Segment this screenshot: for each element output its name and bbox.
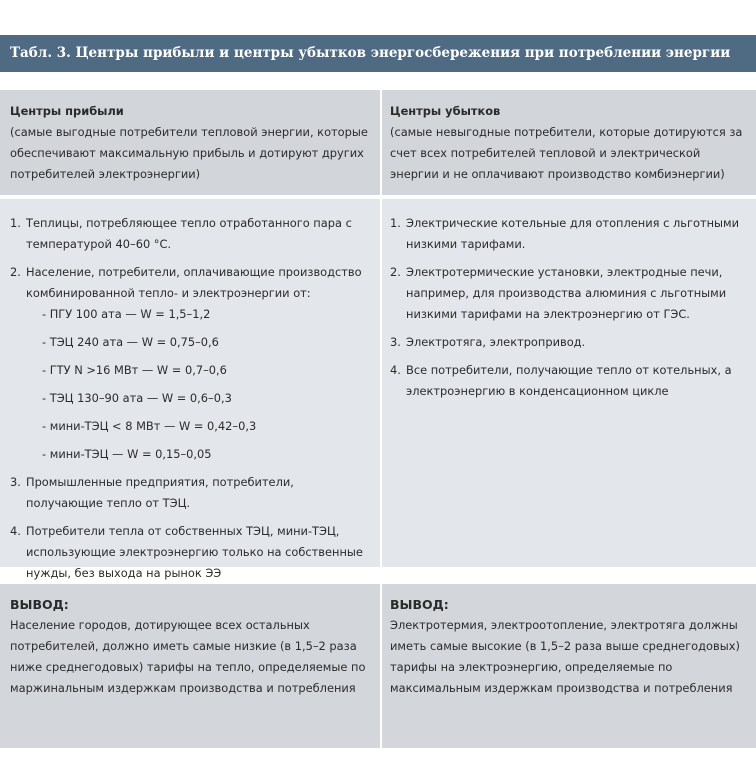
list-item — [390, 360, 748, 402]
item-number: 2. — [390, 265, 401, 279]
item-text: Электротермические установки, электродные печи, например, для производства алюминия с льготными низкими тарифами на электроэнергию от ГЭС. — [406, 265, 727, 321]
sub-item: - ТЭЦ 130–90 ата — W = 0,6–0,3 — [42, 391, 232, 405]
list-item — [390, 262, 748, 325]
loss-header-cell — [382, 90, 756, 195]
loss-conclusion-cell — [382, 584, 756, 748]
item-text: Электротяга, электропривод. — [406, 335, 586, 349]
profit-list — [10, 213, 372, 584]
loss-list — [390, 213, 748, 402]
loss-list-cell — [382, 199, 756, 567]
item-number: 3. — [10, 475, 21, 489]
list-item — [10, 521, 372, 584]
item-number: 4. — [390, 363, 401, 377]
item-text: Электрические котельные для отопления с льготными низкими тарифами. — [406, 216, 740, 251]
loss-conclusion-title: ВЫВОД: — [390, 597, 449, 612]
item-number: 1. — [390, 216, 401, 230]
profit-conclusion-title: ВЫВОД: — [10, 597, 69, 612]
loss-conclusion-text: Электротермия, электроотопление, электротяга должны иметь самые высокие (в 1,5–2 раза выше среднегодовых) тарифы на электроэнергию, определяемые по максимальным издержкам производства и потребления — [390, 618, 740, 695]
sub-list — [26, 304, 372, 465]
item-text: Промышленные предприятия, потребители, получающие тепло от ТЭЦ. — [26, 475, 294, 510]
item-number: 2. — [10, 265, 21, 279]
profit-heading: Центры прибыли — [10, 104, 124, 118]
sub-item: - ТЭЦ 240 ата — W = 0,75–0,6 — [42, 335, 219, 349]
profit-conclusion-text: Население городов, дотирующее всех остальных потребителей, должно иметь самые низкие (в 1,5–2 раза ниже среднегодовых) тарифы на тепло, определяемые по маржинальным издержкам производства и потребления — [10, 618, 366, 695]
sub-item: - мини-ТЭЦ < 8 МВт — W = 0,42–0,3 — [42, 419, 257, 433]
profit-conclusion-cell — [0, 584, 380, 748]
table-title: Табл. 3. Центры прибыли и центры убытков энергосбережения при потреблении энергии — [0, 35, 756, 72]
item-text: Все потребители, получающие тепло от котельных, а электроэнергию в конденсационном цикле — [406, 363, 732, 398]
item-text: Теплицы, потребляющее тепло отработанного пара с температурой 40–60 °С. — [26, 216, 352, 251]
profit-list-cell — [0, 199, 380, 580]
item-number: 1. — [10, 216, 21, 230]
sub-item: - ГТУ N >16 МВт — W = 0,7–0,6 — [42, 363, 227, 377]
profit-header-cell — [0, 90, 380, 195]
loss-description: (самые невыгодные потребители, которые дотируются за счет всех потребителей тепловой и электрической энергии и не оплачивают производство комбиэнергии) — [390, 125, 743, 181]
list-item — [390, 332, 748, 353]
list-item — [390, 213, 748, 255]
list-item — [10, 213, 372, 255]
sub-item: - мини-ТЭЦ — W = 0,15–0,05 — [42, 447, 212, 461]
loss-heading: Центры убытков — [390, 104, 501, 118]
item-number: 3. — [390, 335, 401, 349]
list-item — [10, 472, 372, 514]
item-text: Потребители тепла от собственных ТЭЦ, мини-ТЭЦ, использующие электроэнергию только на собственные нужды, без выхода на рынок ЭЭ — [26, 524, 363, 580]
sub-item: - ПГУ 100 ата — W = 1,5–1,2 — [42, 307, 211, 321]
profit-description: (самые выгодные потребители тепловой энергии, которые обеспечивают максимальную прибыль и дотируют других потребителей электроэнергии) — [10, 125, 368, 181]
item-text: Население, потребители, оплачивающие производство комбинированной тепло- и электроэнергии от: — [26, 265, 362, 300]
list-item — [10, 262, 372, 465]
item-number: 4. — [10, 524, 21, 538]
